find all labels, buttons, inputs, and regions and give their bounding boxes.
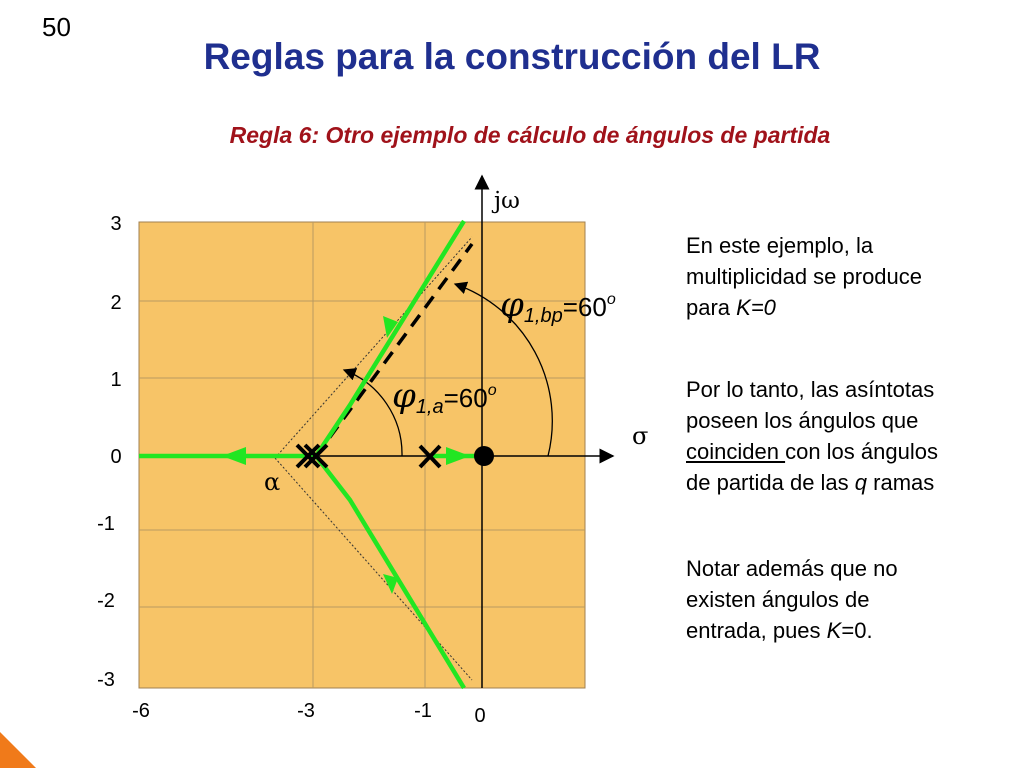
text-line: existen ángulos de xyxy=(686,587,870,612)
corner-decoration xyxy=(0,728,40,768)
text-fragment: coinciden xyxy=(686,439,786,464)
alpha-label: α xyxy=(264,468,281,496)
y-tick: 0 xyxy=(110,446,122,468)
real-axis-label: σ xyxy=(632,422,649,450)
x-tick: -6 xyxy=(132,700,150,722)
text-line xyxy=(686,615,1006,646)
text-line xyxy=(686,467,1006,498)
text-line: En este ejemplo, la xyxy=(686,233,874,258)
x-tick: -1 xyxy=(414,700,432,722)
text-fragment: con los ángulos xyxy=(785,439,938,464)
y-tick: -2 xyxy=(97,590,115,612)
subtitle: Regla 6: Otro ejemplo de cálculo de ángulos de partida xyxy=(229,122,831,148)
slide-number: 50 xyxy=(42,12,71,42)
text-fragment: =0. xyxy=(841,618,873,643)
text-fragment: para xyxy=(686,295,737,320)
y-tick: -1 xyxy=(97,513,115,535)
text-line: Por lo tanto, las asíntotas xyxy=(686,377,935,402)
text-line xyxy=(686,436,1006,467)
y-tick: 2 xyxy=(110,292,122,314)
text-line xyxy=(686,292,1006,323)
text-line: Notar además que no xyxy=(686,556,898,581)
text-fragment: q xyxy=(854,470,868,495)
angle-label-bp: φ1,bp=60o xyxy=(500,285,616,327)
y-tick: 1 xyxy=(110,369,122,391)
y-tick: 3 xyxy=(110,213,122,235)
paragraph-multiplicity xyxy=(686,230,1006,323)
x-tick: -3 xyxy=(297,700,315,722)
text-line: poseen los ángulos que xyxy=(686,408,919,433)
text-fragment: K xyxy=(826,618,842,643)
text-line: multiplicidad se produce xyxy=(686,264,923,289)
x-tick: 0 xyxy=(474,705,486,727)
y-tick-labels xyxy=(97,213,121,691)
origin-pole xyxy=(474,446,494,466)
text-fragment: de partida de las xyxy=(686,470,855,495)
text-fragment: K=0 xyxy=(736,295,776,320)
y-tick: -3 xyxy=(97,669,115,691)
x-tick-labels xyxy=(132,700,485,727)
paragraph-asymptotes xyxy=(686,374,1006,498)
page-title: Reglas para la construcción del LR xyxy=(203,36,821,77)
text-fragment: entrada, pues xyxy=(686,618,827,643)
text-fragment: ramas xyxy=(867,470,935,495)
angle-label-a: φ1,a=60o xyxy=(392,376,497,418)
imag-axis-label: jω xyxy=(494,188,520,214)
paragraph-entry-angles xyxy=(686,553,1006,646)
